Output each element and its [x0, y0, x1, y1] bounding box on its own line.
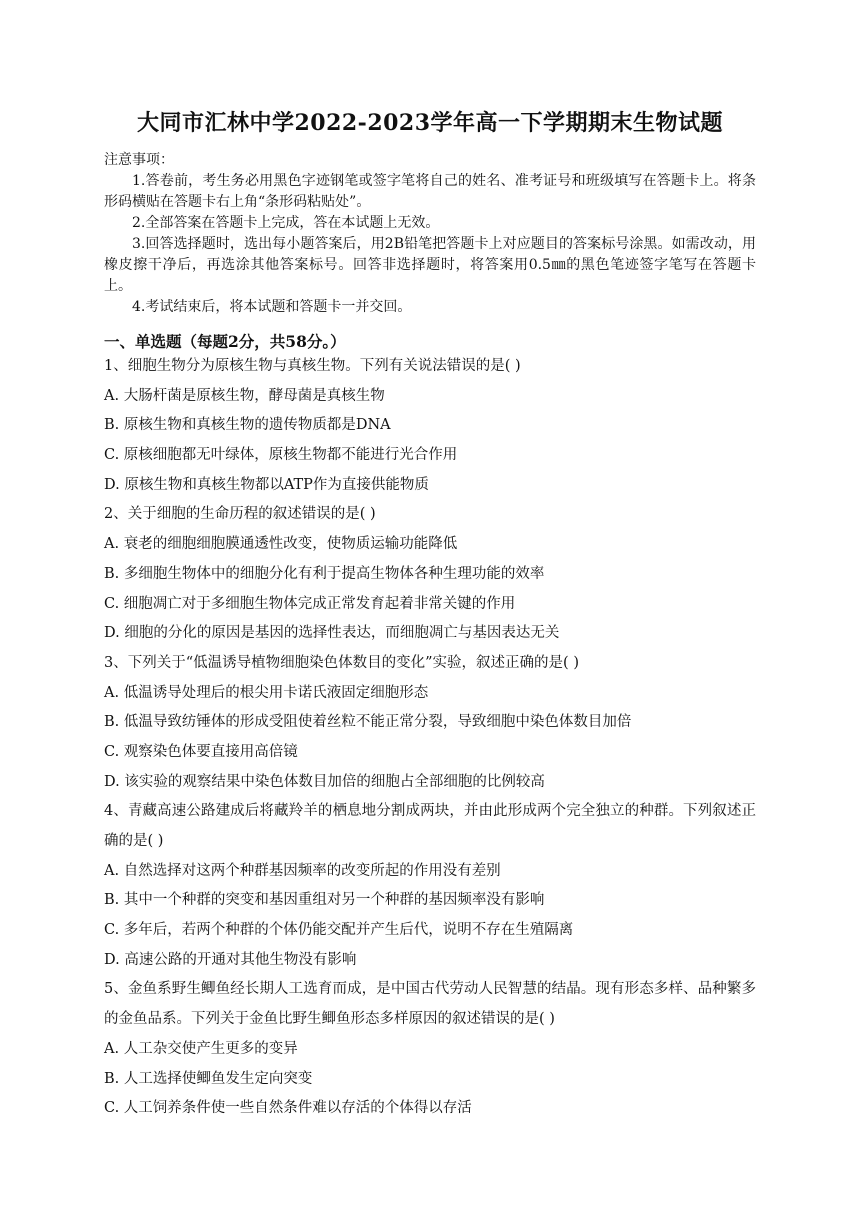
question-5	[104, 975, 756, 1123]
question-option: C. 多年后，若两个种群的个体仍能交配并产生后代，说明不存在生殖隔离	[104, 922, 574, 939]
notice-item: 3.回答选择题时，选出每小题答案后，用2B铅笔把答题卡上对应题目的答案标号涂黑。如需改动，用橡皮擦干净后，再选涂其他答案标号。回答非选择题时，将答案用0.5㎜的黑色笔迹签字笔写在答题卡上。	[104, 236, 756, 294]
question-1	[104, 352, 756, 500]
question-option: C. 原核细胞都无叶绿体，原核生物都不能进行光合作用	[104, 447, 458, 464]
question-option: A. 自然选择对这两个种群基因频率的改变所起的作用没有差别	[104, 862, 501, 879]
question-3	[104, 649, 756, 797]
section-heading: 一、单选题（每题2分，共58分。）	[104, 332, 346, 351]
notice-item: 1.答卷前，考生务必用黑色字迹钢笔或签字笔将自己的姓名、准考证号和班级填写在答题卡上。将条形码横贴在答题卡右上角“条形码粘贴处”。	[104, 173, 756, 210]
question-option: B. 多细胞生物体中的细胞分化有利于提高生物体各种生理功能的效率	[104, 565, 545, 582]
notice-item: 2.全部答案在答题卡上完成，答在本试题上无效。	[132, 215, 440, 231]
question-list	[104, 352, 756, 1124]
question-option: D. 该实验的观察结果中染色体数目加倍的细胞占全部细胞的比例较高	[104, 773, 545, 790]
question-stem: 4、青藏高速公路建成后将藏羚羊的栖息地分割成两块，并由此形成两个完全独立的种群。下列叙述正确的是( )	[104, 803, 756, 850]
question-stem: 1、细胞生物分为原核生物与真核生物。下列有关说法错误的是( )	[104, 358, 521, 374]
question-option: A. 衰老的细胞细胞膜通透性改变，使物质运输功能降低	[104, 536, 458, 553]
question-option: B. 人工选择使鲫鱼发生定向突变	[104, 1070, 313, 1087]
question-option: A. 大肠杆菌是原核生物，酵母菌是真核生物	[104, 387, 385, 404]
notice-item: 4.考试结束后，将本试题和答题卡一并交回。	[132, 299, 412, 315]
question-option: B. 原核生物和真核生物的遗传物质都是DNA	[104, 417, 391, 434]
question-4	[104, 797, 756, 975]
question-option: C. 人工饲养条件使一些自然条件难以存活的个体得以存活	[104, 1100, 472, 1117]
question-option: C. 观察染色体要直接用高倍镜	[104, 743, 298, 760]
question-stem: 3、下列关于“低温诱导植物细胞染色体数目的变化”实验，叙述正确的是( )	[104, 654, 579, 671]
page-title: 大同市汇林中学2022-2023学年高一下学期期末生物试题	[136, 110, 724, 136]
question-option: B. 其中一个种群的突变和基因重组对另一个种群的基因频率没有影响	[104, 892, 545, 909]
question-stem: 5、金鱼系野生鲫鱼经长期人工选育而成，是中国古代劳动人民智慧的结晶。现有形态多样、品种繁多的金鱼品系。下列关于金鱼比野生鲫鱼形态多样原因的叙述错误的是( )	[104, 981, 756, 1028]
question-option: D. 细胞的分化的原因是基因的选择性表达，而细胞凋亡与基因表达无关	[104, 625, 560, 642]
notice-heading: 注意事项：	[104, 152, 174, 168]
question-option: C. 细胞凋亡对于多细胞生物体完成正常发育起着非常关键的作用	[104, 595, 516, 612]
question-option: D. 高速公路的开通对其他生物没有影响	[104, 951, 357, 968]
question-option: B. 低温导致纺锤体的形成受阻使着丝粒不能正常分裂，导致细胞中染色体数目加倍	[104, 714, 632, 731]
notice-block	[104, 150, 756, 318]
question-option: A. 人工杂交使产生更多的变异	[104, 1040, 298, 1057]
question-option: A. 低温诱导处理后的根尖用卡诺氏液固定细胞形态	[104, 684, 429, 701]
question-option: D. 原核生物和真核生物都以ATP作为直接供能物质	[104, 476, 429, 493]
question-stem: 2、关于细胞的生命历程的叙述错误的是( )	[104, 506, 376, 523]
question-2	[104, 500, 756, 648]
